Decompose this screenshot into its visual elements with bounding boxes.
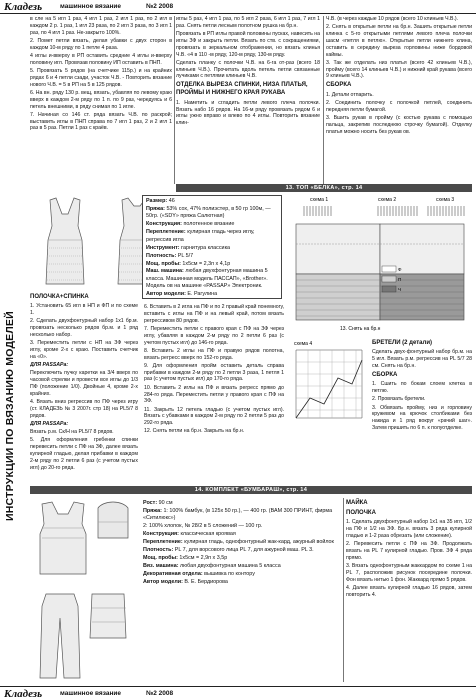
footer-issue: №2 2008	[146, 690, 174, 697]
spec-key: Декоративная отдела:	[143, 571, 203, 578]
column-divider	[174, 16, 175, 184]
spec-key: Вяз. машина:	[143, 563, 179, 570]
section-banner-top: 13. ТОП «БЕЛКА», стр. 14	[176, 184, 472, 192]
spec-key: Конструкция:	[143, 531, 179, 538]
spec-value: Е. Рагулина	[187, 291, 218, 298]
header-brand: Кладезь	[4, 1, 43, 13]
spec-value: классическая кроявая	[180, 531, 236, 538]
spec-key: Переплетение:	[146, 229, 186, 236]
section-heading: ПОЛОЧКА+СПИНКА	[30, 294, 89, 300]
sidebar-title: ИНСТРУКЦИИ ПО ВЯЗАНИЮ МОДЕЛЕЙ	[4, 311, 16, 521]
top-front-illustration	[32, 196, 98, 286]
legend-swatch-1	[382, 266, 396, 272]
text-paragraph: 1. Наметить и сгладить петли левого плеча полочки. Вязать набо 16 рядов. На 16-м ряду провязать рядом 6 и иглы ужно вправо и влево по 4 иглы. Повторить вязание клин-	[176, 99, 320, 127]
spec-key: Мощ. пробы:	[143, 555, 178, 562]
legend-label-3: Ч	[398, 287, 402, 292]
spec-key: Маш. машина:	[146, 268, 184, 275]
legend-swatch-3	[382, 286, 396, 292]
section-heading: СБОРКА	[326, 82, 352, 89]
footer-brand: Кладезь	[4, 688, 43, 699]
spec-value: любая двухфонтурная машина 5 класса	[179, 563, 281, 570]
section-heading: СБОРКА	[372, 371, 398, 378]
text-paragraph: 11. Закрыть 12 петель гладью (с учетом пустых игл). Вязать с убавками в каждом 2-м ряду по 2 петли 5 раз до 292-го ряда.	[144, 406, 284, 427]
column-divider	[343, 498, 344, 682]
text-paragraph: 3. Так же отделать низ платья (всего 42 клиньев Ч.В.), пройму (всего 14 клиньев Ч.В.) и нижний край рукава (всего 9 клиньев Ч.В.).	[326, 59, 472, 80]
text-paragraph: 4 иглы и-вверху в РП оставить средние 4 иглы и-вверху половину игл. Провязав половину ИП оставить в ПНП.	[30, 52, 172, 66]
scheme-4-label: схема 4	[294, 341, 313, 347]
knitting-schemes	[288, 194, 472, 334]
spec-box-top	[142, 195, 282, 299]
text-paragraph: 5. Провязать 5 рядов (на счетчике 115р.) и на крайних рядах 6 и 4 петли сзади, участок Ч.В. - Повторить вязание нового Ч.В. = 5 в РП на 5 в 125 рядов.	[30, 67, 172, 88]
needle-tick-row	[304, 206, 464, 216]
spec-key: Пряжа:	[146, 205, 165, 212]
legend-swatch-2	[382, 276, 396, 282]
text-paragraph: иглы 5 раз, 4 игл 1 раз, по 5 игл 2 раза, 6 игл 1 раз, 7 игл 1 раз. Снять петли лесным полотном рушка на бр.н.	[176, 16, 320, 29]
schemes-area	[288, 194, 472, 334]
text-paragraph: 8. Вставить 2 иглы на ПФ и правую рядов полотна, вязать регресс вверх по 152-го ряда.	[144, 347, 284, 361]
scheme-4-area	[290, 338, 368, 424]
top-right-column	[326, 16, 472, 186]
spec-key: Автор модели:	[146, 291, 186, 298]
text-paragraph: 2. Снять в открытые петли на бр.н. Зашить открытые петли клинка с 5-го открытыми петлями левого плеча полочки шасм «петля в петлю». Открытые петли нижнего клина, оставить в середину выреза горловины ниже бордовой каймы.	[326, 24, 472, 58]
footer-magazine: машинное вязание	[60, 690, 121, 697]
spec-value: 46	[168, 198, 175, 204]
spec-value: гарнитура классика	[181, 244, 231, 251]
legend-label-1: Ф	[398, 267, 402, 272]
text-paragraph: 2. Провязать бретели.	[372, 396, 426, 403]
spec-value: 53% сох, 47% полиэстер, в 50 гр 100м, — 50гр. («SDY» пряжа Салютная)	[146, 205, 271, 220]
spec-value: 1: 100% бамбук, (в 125х 50 гр.), — 400 гр. (ВАМ 300 ПРИНТ, фирма «Ситилюкс»)	[143, 507, 333, 522]
text-paragraph: Сделать планку с полочки Ч.В. на 6-га от-раз (всего 18 клиньев Ч.В.). Прочитать вдоль петель петли связанные лучиками с петлями клиньев Ч.В.	[176, 59, 320, 80]
text-paragraph: 3. Переместить петли с НП на ЗФ через иглу, кроме 2-х с краю. Поставить счетчик на «0».	[30, 340, 138, 361]
spec-value: PL 5/7	[177, 252, 194, 259]
spec-key: Рост:	[143, 500, 158, 506]
scheme-2-label: схема 2	[378, 197, 397, 203]
garment-set-icon	[30, 498, 134, 684]
spec-key: Конструкция:	[146, 221, 182, 228]
page-footer	[0, 686, 476, 699]
text-paragraph: 4. Вязать вниз регрессив по ПФ через игру (ст. КЛАДЕЗЬ № 3 2007г. стр 18) на PL5/7 8 рядов.	[30, 399, 138, 419]
spec-value: PL 7, для ворсового лица PL 7, для ажурной маш. PL 3.	[174, 547, 314, 554]
text-paragraph: 5. Для оформления гребенки спинки перевесить петли с ПФ на ЗФ, далее вязать кулирной гладью, делая прибавки в каждом 2-м ряду по 2 петли 6 раз (с учетом пустых игл) до 20-го ряда.	[30, 437, 138, 471]
text-paragraph: 4. Далее вязать кулирной гладью 16 рядов, затем повторить 4.	[346, 584, 472, 598]
text-paragraph: 9. Для оформления пройм оставить деталь справа прибавки в каждом 2-м ряду по 2 петли 3 раза, 1 петля 1 раз (с учетом пустых игл) до 170-го ряда.	[144, 362, 284, 383]
spec-value: любая двухфонтурная машина 5 класса. Машинная модель ПАССАП», «Brother». Модель ов на машине «PASSAP» Электроник.	[146, 268, 268, 290]
column-divider	[323, 16, 324, 184]
text-paragraph: в сле на 5 игл 1 раз, 4 игл 1 раз, 2 игл 1 раз, по 2 игл в каждом 2 р. 1 раз, 1 игл 23 раза, по 2 игл 3 раза, по 3 игл 1 раз, по 4 игл 1 раз. Не-закрыто 100%.	[30, 16, 172, 36]
text-paragraph: 7. Переместить петли с правого края с ПФ на ЗФ через иглу, убавляя в каждом 2-м ряду по 2 петли 6 раз (с учетом пустых игл) до 146-го ряда.	[144, 325, 284, 346]
garment-front-icon	[32, 196, 98, 286]
spec-key: Автор модели:	[143, 579, 183, 586]
scheme-4-diagram	[290, 338, 368, 424]
spec-key: Пряжа:	[143, 507, 162, 514]
pattern-piece-lower-left	[296, 274, 380, 320]
spec-key: Размер:	[146, 198, 168, 204]
spec-value: кулирная гладь через иглу, регрессив игла	[146, 229, 255, 243]
text-paragraph: 1. Установить 65 игл в НП и ФП и по схеме 1.	[30, 303, 138, 317]
spec-value: вышивка по контору	[204, 571, 255, 578]
top-mid-column	[176, 16, 320, 186]
bottom-garment-illustrations	[30, 498, 134, 684]
spec-key: Плотность:	[143, 547, 174, 554]
polochka-spinka-column	[30, 292, 138, 482]
spec-key: Плотность:	[146, 252, 177, 259]
page-header	[0, 0, 476, 14]
spec-key: Переплетение:	[143, 539, 183, 546]
section-heading: ОТДЕЛКА ВЫРЕЗА СПИНКИ, НИЗА ПЛАТЬЯ, ПРОЙМЫ И НИЖНЕГО КРАЯ РУКАВА	[176, 82, 308, 97]
mayka-column	[346, 498, 472, 682]
legend-label-2: П	[398, 277, 402, 282]
spec-value: 2: 100% хлопок, № 28/2 в 5 сложений — 100 гр.	[143, 523, 263, 530]
subheading: ДЛЯ PASSAPa:	[30, 420, 69, 427]
text-paragraph: 3. Вшить рукав в пройму (с костью рукава с помощью пальца, закрепив последнюю строчку бумагой). Отделку платья можно носить без рукав ов.	[326, 114, 472, 135]
scheme-3-label: схема 3	[436, 197, 455, 203]
text-paragraph: Переключить пучку каретки на 3/4 вверх по часовой стрелки и провести все иглы до 1/3 ПФ (положение 1/0). Двойные 4, кроме 2-х крайних.	[30, 370, 138, 397]
text-paragraph: 2. Перевесить петли с ПФ на ЗФ. Продолжать вязать на PL 7 кулирной гладью. Пров. ЗФ 4 ряда прямо.	[346, 541, 472, 561]
text-paragraph: 2. Сделать двухфонтурный набор 1x1 бр.м. провязать несколько рядов бр.м. и 1 ряд несколько набор.	[30, 318, 138, 339]
header-magazine: машинное вязание	[60, 3, 121, 10]
scheme-4-line	[296, 360, 362, 418]
text-paragraph: 6. На вн. ряду 130 р. вещ, вязать, убавляя по левому краю вверх в каждом 2-м ряду по 1 п. по 9 раз, чередуясь и 6 петель внешними, в ряду снимая по 1 игле.	[30, 89, 172, 110]
text-paragraph: Провязать в РП иглы правой половины пусках, навесить на иглы ЗФ и закрыть петли. Вязать по ств. с сокращениями, провязать в зеркальном отображении, но вязать клинья Ч.В. «4 в 110 -м ряду, 120-м ряду, 130-м ряду.	[176, 31, 320, 58]
text-paragraph: Вязать р.м. Ск/Н на PL5/7 8 рядов.	[30, 429, 114, 436]
sidebar	[2, 16, 26, 536]
text-paragraph: 2. Помет петли вязать, делая убавки с двух сторон в каждом 10-м ряду по 1 петле 4 раза.	[30, 37, 172, 51]
mid-center-column	[144, 304, 284, 482]
pattern-piece-upper-left	[296, 224, 380, 274]
text-paragraph: 1. Детали отпарить.	[326, 91, 374, 98]
spec-value: полотенное вязание	[183, 221, 235, 228]
spec-box-bottom	[140, 498, 340, 682]
text-paragraph: 3. Вязать однофонтурным жаккардом по схеме 1 на PL 7, расположив рисунок посередине полочки. Фон вязать нитью 1 фон. Жаккард прямо 5 рядов.	[346, 563, 472, 583]
text-paragraph: 2. Соединить полочку с полочкой петлей, соединить передняя петли бумагой.	[326, 99, 472, 113]
text-paragraph: 1. Сшить по бокам слоем клетка в петлю.	[372, 381, 472, 395]
header-issue: №2 2008	[146, 3, 174, 10]
text-paragraph: Ч.В. (в через каждые 10 рядов (всего 10 клиньев Ч.В.).	[326, 16, 459, 22]
text-paragraph: Сделать двух-фонтурный набор бр.м. на 5 игл. Вязать р.м. регрессив на PL 5/7 28 см. Снять на бр.н.	[372, 349, 472, 370]
scheme-1-label: схема 1	[310, 197, 329, 203]
spec-value: 1x5см = 2,9п x 3,5р	[179, 555, 228, 562]
text-paragraph: 1. Сделать двухфонтурный набор 1x1 на 35 игл, 1/2 на ПФ и 1/2 на ЗФ. Бр.н. вязать 3 ряда кулирной гладью и 1-2 раза обрезать (или сложение).	[346, 519, 472, 540]
section-heading: БРЕТЕЛИ (2 детали)	[372, 340, 433, 346]
spec-key: Мощ. пробы:	[146, 260, 181, 267]
spec-key: Инструмент:	[146, 244, 180, 251]
section-heading: МАЙКА	[346, 500, 368, 506]
mid-right-column	[372, 338, 472, 480]
text-paragraph: 12. Снять петли на бр.н. Закрыть на бр.н.	[144, 428, 245, 435]
spec-value: 1x5см = 2,3п x 4,1р	[182, 260, 231, 267]
section-heading: ПОЛОЧКА	[346, 509, 376, 516]
text-paragraph: 7. Начиная со 146 ст. ряда вязать Ч.В. по раскрой; выставить иглы в ПНП справа по 7 игл 1 раз, 2 и 2 игл 1 раз в 5 раз. Петли 1 раз с краёв.	[30, 111, 172, 132]
scheme-caption: 13. Снять на бр.н	[340, 326, 381, 332]
text-paragraph: 6. Вставить в 2 игла на ПФ и по 2 правый край понемногу, вставить с иглы на ПФ и на левый край, потом вязать регрессивом 80 рядов.	[144, 304, 284, 324]
text-paragraph: 10. Вставить 2 иглы на ПФ и вязать регресс прямо до 284-го ряда. Переместить петли у правого края с ПФ на ЗФ.	[144, 384, 284, 405]
spec-value: кулирная гладь, однофонтурный жак-кард, ажурный войлок	[184, 539, 334, 546]
spec-value: 90 см	[158, 500, 173, 506]
subheading: ДЛЯ PASSAPa:	[30, 362, 69, 369]
section-banner-mid: 14. КОМПЛЕКТ «БУМБАРАШ», стр. 14	[30, 486, 472, 494]
spec-value: В. Е. Бердиорова	[184, 579, 228, 586]
text-paragraph: 3. Обвязать пройму, низ и горловину кружевом на крючок столбиками без накида и 1 ряд вокруг «рачий шаг». Затем пришить по 6 п. к полуотделке.	[372, 404, 472, 432]
